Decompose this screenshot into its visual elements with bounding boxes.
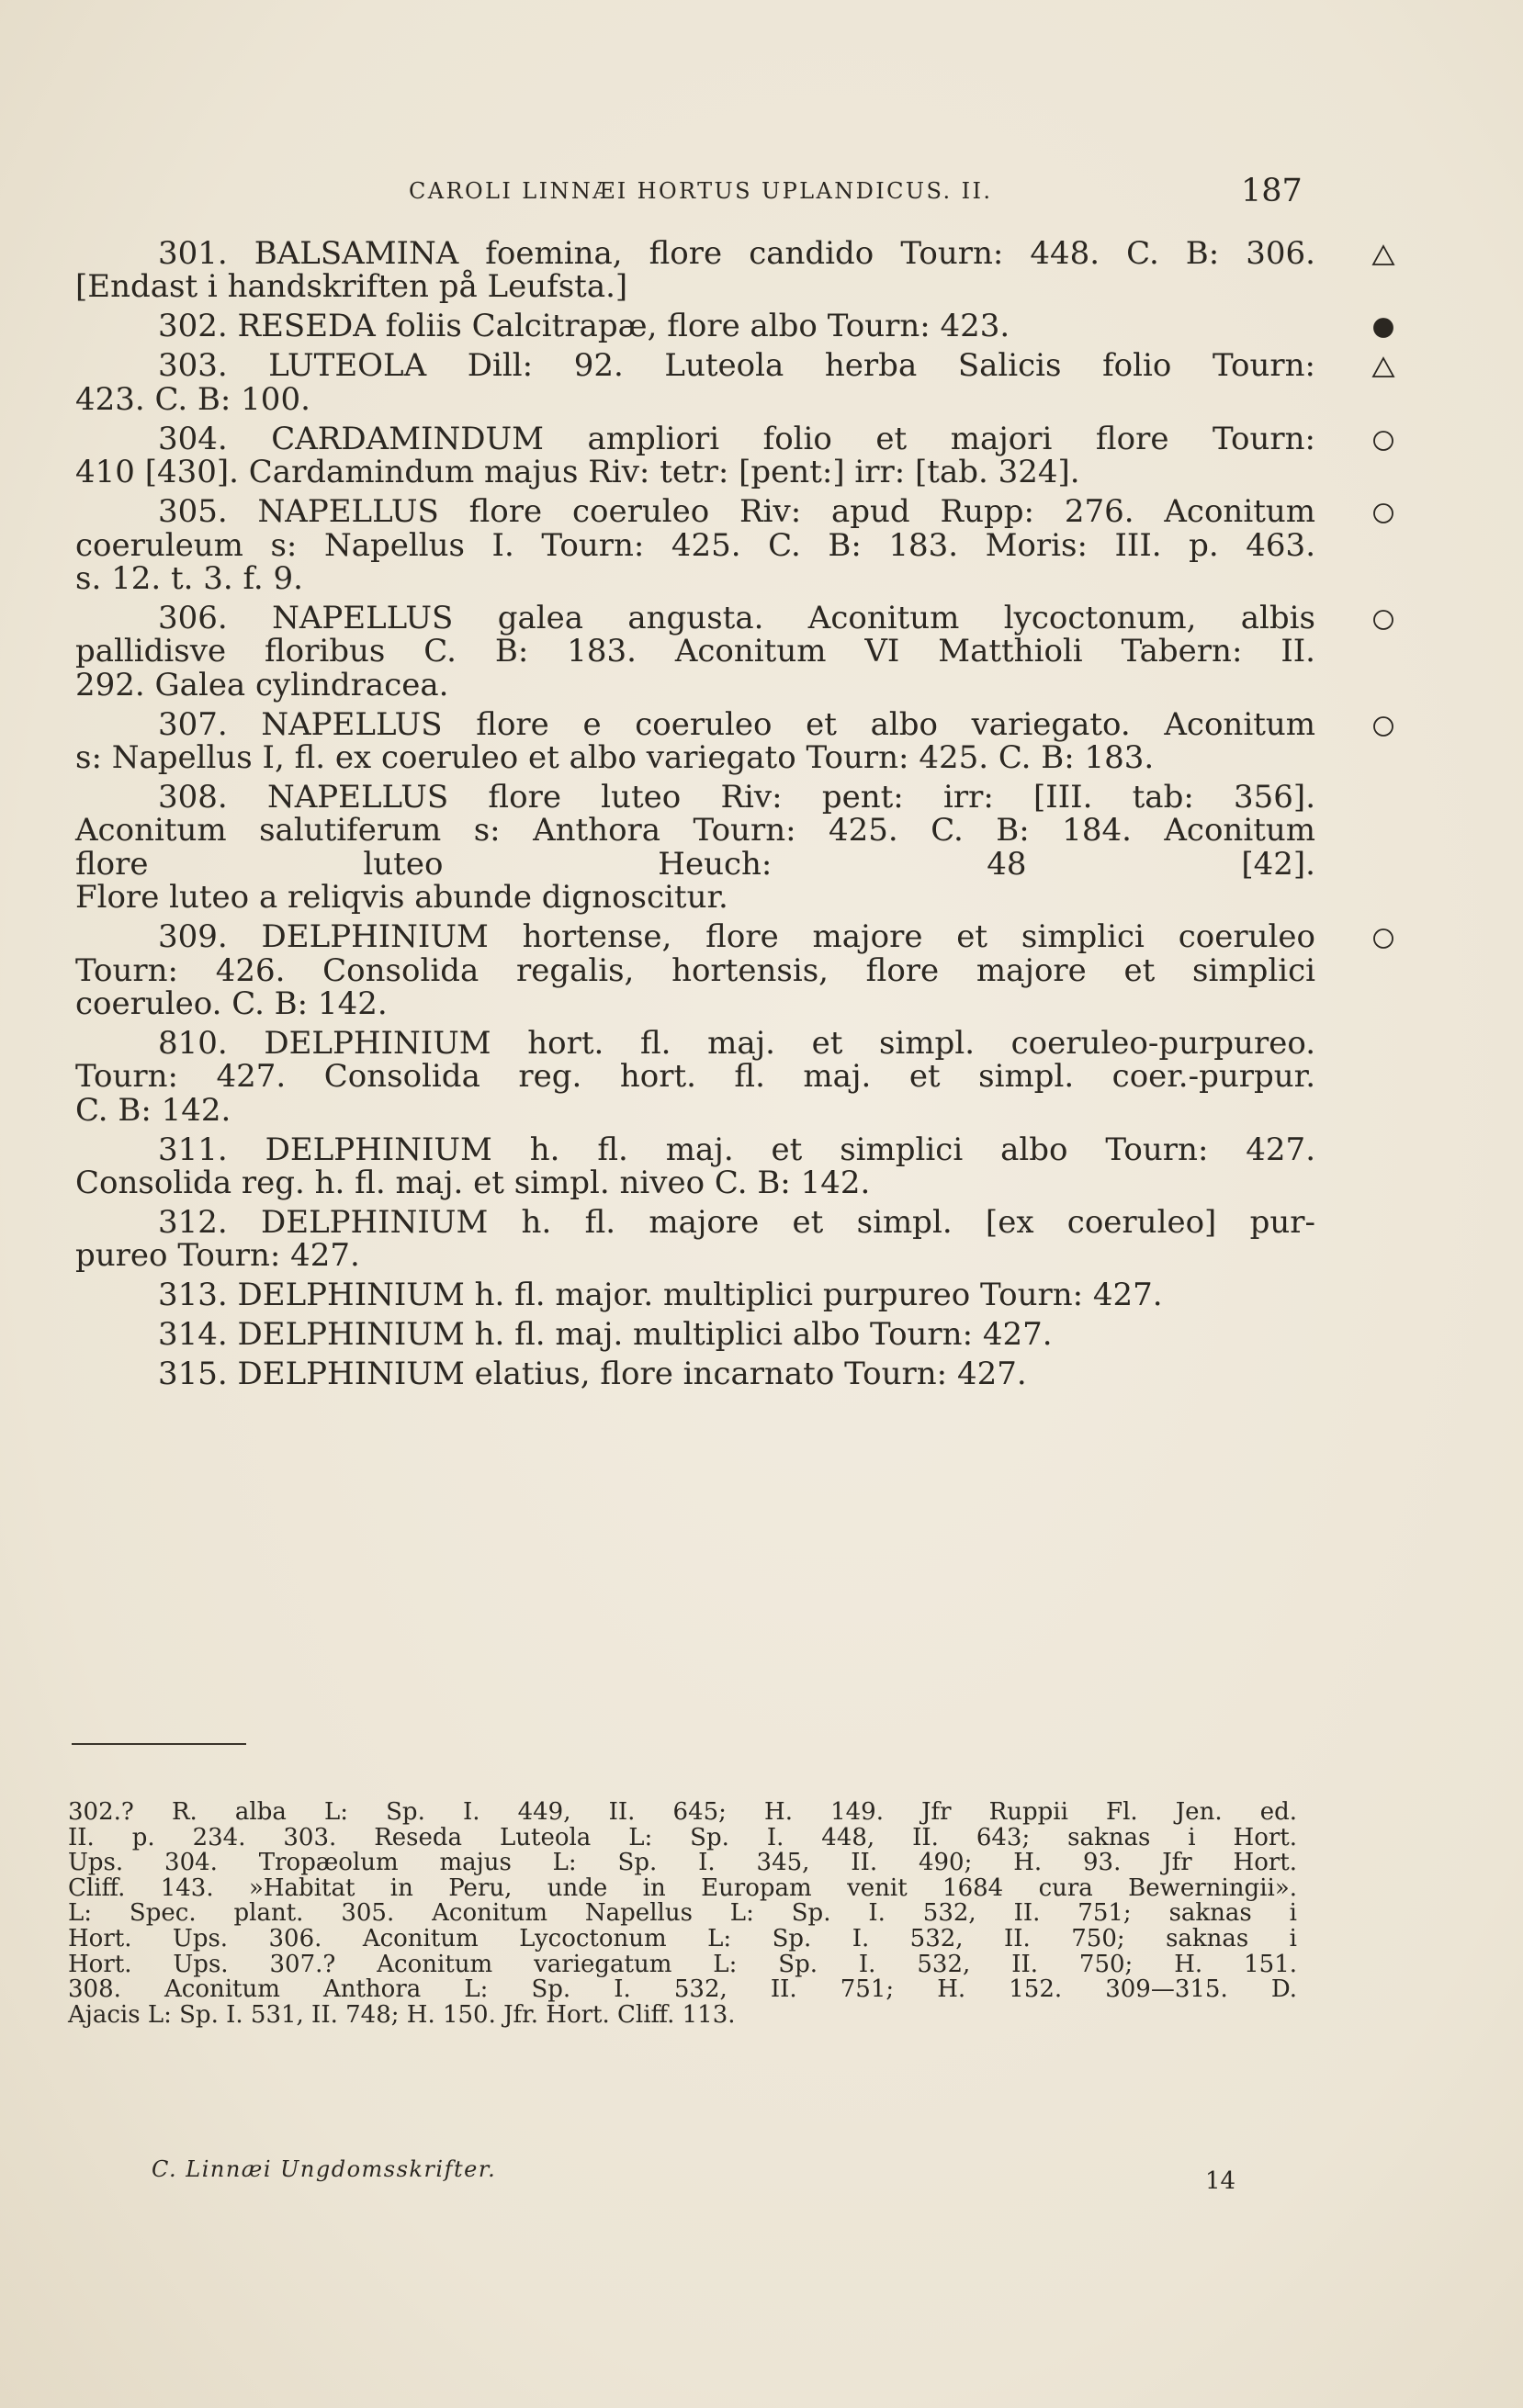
entry-first-line: 307. NAPELLUS flore e coeruleo et albo variegato. Aconitum (158, 705, 1315, 743)
entry-first-line: 306. NAPELLUS galea angusta. Aconitum lycoctonum, albis (158, 599, 1315, 636)
entry-first-line: 309. DELPHINIUM hortense, flore majore et simplici coeruleo (158, 918, 1315, 956)
catalogue-entry (75, 1356, 1315, 1393)
footnote-line: Ajacis L: Sp. I. 531, II. 748; H. 150. Jfr. Hort. Cliff. 113. (68, 2000, 736, 2029)
entry-continuation-line: pallidisve floribus C. B: 183. Aconitum VI Matthioli Tabern: II. (75, 633, 1315, 670)
entry-continuation-line: Consolida reg. h. fl. maj. et simpl. niveo C. B: 142. (75, 1165, 871, 1202)
entry-first-line: 314. DELPHINIUM h. fl. maj. multiplici albo Tourn: 427. (158, 1316, 1053, 1354)
footnote-line: Ups. 304. Tropæolum majus L: Sp. I. 345, II. 490; H. 93. Jfr Hort. (68, 1849, 1297, 1877)
entry-continuation-line: 292. Galea cylindracea. (75, 666, 449, 703)
entry-first-line: 312. DELPHINIUM h. fl. majore et simpl. [ex coeruleo] pur- (158, 1204, 1315, 1242)
entry-continuation-line: 423. C. B: 100. (75, 380, 310, 418)
page-header (0, 165, 1523, 220)
entry-first-line: 315. DELPHINIUM elatius, flore incarnato Tourn: 427. (158, 1356, 1027, 1393)
footnote-line: Hort. Ups. 307.? Aconitum variegatum L: Sp. I. 532, II. 750; H. 151. (68, 1950, 1297, 1978)
catalogue-entry (75, 495, 1315, 595)
footnote-line: 308. Aconitum Anthora L: Sp. I. 532, II. 751; H. 152. 309—315. D. (68, 1975, 1297, 2004)
entry-continuation-line: Flore luteo a reliqvis abunde dignoscitur. (75, 879, 728, 917)
footnote-line: Cliff. 143. »Habitat in Peru, unde in Europam venit 1684 cura Bewerningii». (68, 1874, 1297, 1902)
entry-continuation-line: s. 12. t. 3. f. 9. (75, 559, 303, 597)
footnote-line: L: Spec. plant. 305. Aconitum Napellus L: Sp. I. 532, II. 751; saknas i (68, 1899, 1297, 1928)
entry-first-line: 810. DELPHINIUM hort. fl. maj. et simpl. coeruleo-purpureo. (158, 1024, 1315, 1062)
circle-icon (1371, 501, 1396, 526)
catalogue-entry (75, 1316, 1315, 1354)
footnote-rule (72, 1743, 246, 1745)
circle-icon (1371, 714, 1396, 739)
catalogue-entry (75, 237, 1315, 304)
entry-first-line: 303. LUTEOLA Dill: 92. Luteola herba Salicis folio Tourn: (158, 347, 1315, 385)
catalogue-entry (75, 781, 1315, 915)
entry-first-line: 301. BALSAMINA foemina, flore candido Tourn: 448. C. B: 306. (158, 235, 1315, 272)
circle-icon (1371, 926, 1396, 951)
entry-continuation-line: [Endast i handskriften på Leufsta.] (75, 268, 628, 306)
catalogue-entry (75, 1206, 1315, 1273)
entry-continuation-line: Tourn: 427. Consolida reg. hort. fl. maj. et simpl. coer.-purpur. (75, 1058, 1315, 1096)
catalogue-entry (75, 1277, 1315, 1314)
entry-first-line: 302. RESEDA foliis Calcitrapæ, flore albo Tourn: 423. (158, 308, 1010, 345)
filled-circle-icon (1371, 315, 1396, 341)
entry-continuation-line: Aconitum salutiferum s: Anthora Tourn: 425. C. B: 184. Aconitum (75, 812, 1315, 850)
entry-continuation-line: coeruleo. C. B: 142. (75, 985, 388, 1022)
entry-first-line: 311. DELPHINIUM h. fl. maj. et simplici albo Tourn: 427. (158, 1131, 1315, 1168)
catalogue-entry (75, 1133, 1315, 1200)
running-title: CAROLI LINNÆI HORTUS UPLANDICUS. II. (409, 178, 993, 204)
triangle-icon (1371, 242, 1396, 268)
entry-first-line: 305. NAPELLUS flore coeruleo Riv: apud Rupp: 276. Aconitum (158, 493, 1315, 531)
sheet-number: 14 (1205, 2167, 1236, 2195)
catalogue-entry (75, 1024, 1315, 1129)
signature-line: C. Linnæi Ungdomsskrifter. (152, 2156, 497, 2182)
catalogue-entry (75, 349, 1315, 416)
catalogue-entry (75, 599, 1315, 703)
catalogue-entry (75, 705, 1315, 777)
catalogue-entry (75, 920, 1315, 1020)
entry-first-line: 313. DELPHINIUM h. fl. major. multiplici purpureo Tourn: 427. (158, 1277, 1163, 1314)
footnote-line: II. p. 234. 303. Reseda Luteola L: Sp. I. 448, II. 643; saknas i Hort. (68, 1823, 1297, 1851)
entry-continuation-line: s: Napellus I, fl. ex coeruleo et albo variegato Tourn: 425. C. B: 183. (75, 739, 1155, 777)
entry-first-line: 308. NAPELLUS flore luteo Riv: pent: irr: [III. tab: 356]. (158, 779, 1315, 816)
footnotes (68, 1800, 1297, 2028)
entry-continuation-line: 410 [430]. Cardamindum majus Riv: tetr: [pent:] irr: [tab. 324]. (75, 454, 1080, 491)
triangle-icon (1371, 354, 1396, 380)
entry-continuation-line: flore luteo Heuch: 48 [42]. (75, 845, 1315, 883)
entry-first-line: 304. CARDAMINDUM ampliori folio et majori flore Tourn: (158, 420, 1315, 457)
catalogue-entry (75, 309, 1315, 343)
footnote-line: Hort. Ups. 306. Aconitum Lycoctonum L: Sp. I. 532, II. 750; saknas i (68, 1924, 1297, 1952)
entry-continuation-line: C. B: 142. (75, 1091, 231, 1129)
footnote-line: 302.? R. alba L: Sp. I. 449, II. 645; H. 149. Jfr Ruppii Fl. Jen. ed. (68, 1798, 1297, 1826)
catalogue-entry (75, 422, 1315, 489)
page-number: 187 (1241, 173, 1303, 209)
catalogue-entries (75, 237, 1315, 1391)
circle-icon (1371, 428, 1396, 454)
entry-continuation-line: coeruleum s: Napellus I. Tourn: 425. C. B: 183. Moris: III. p. 463. (75, 526, 1315, 564)
page-footer (0, 2149, 1523, 2195)
circle-icon (1371, 607, 1396, 633)
entry-continuation-line: pureo Tourn: 427. (75, 1237, 360, 1275)
entry-continuation-line: Tourn: 426. Consolida regalis, hortensis, flore majore et simplici (75, 951, 1315, 989)
